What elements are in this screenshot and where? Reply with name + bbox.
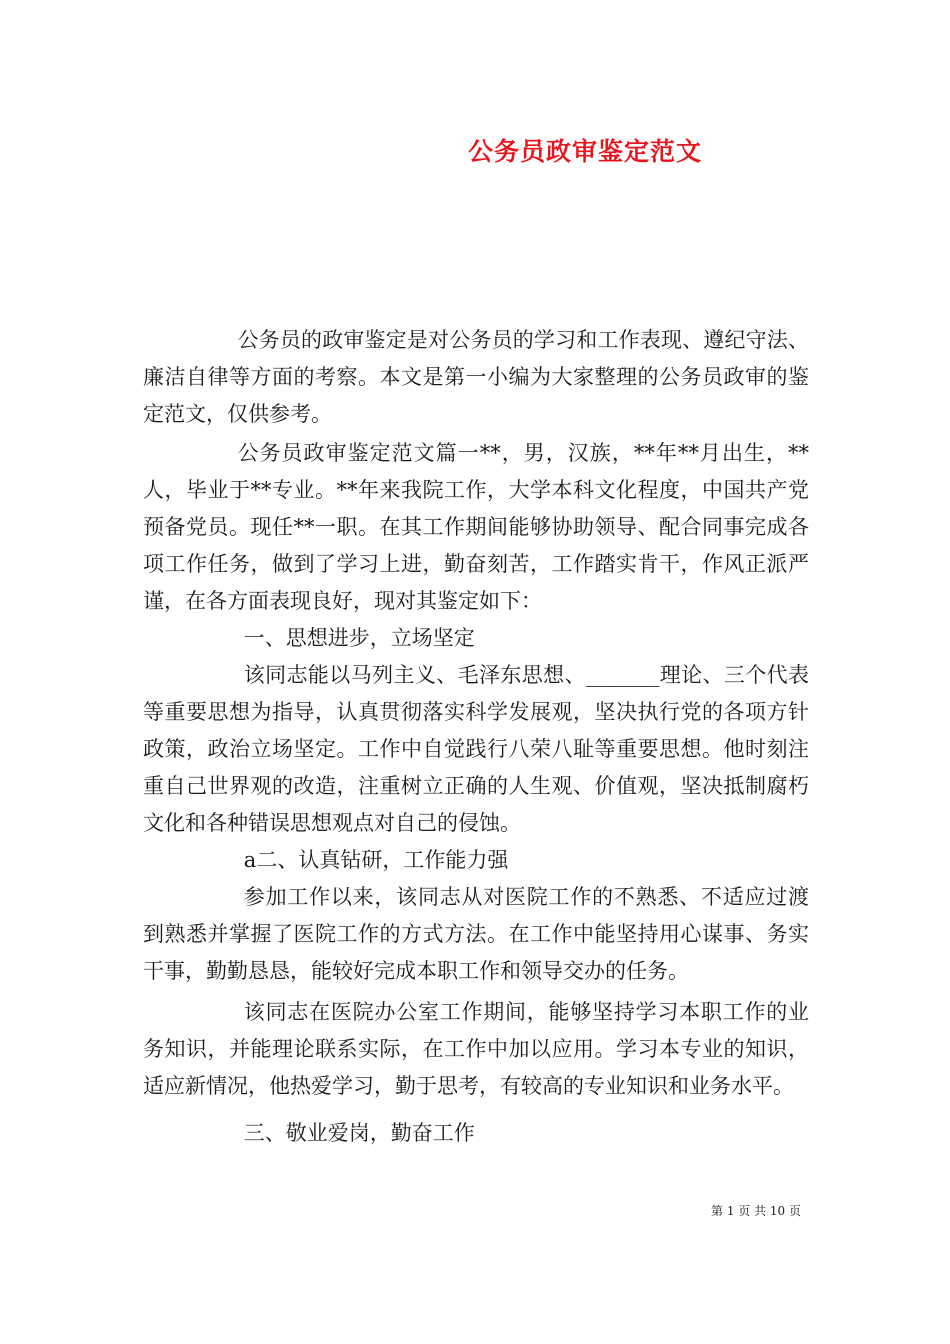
paragraph-intro: 公务员的政审鉴定是对公务员的学习和工作表现、遵纪守法、廉洁自律等方面的考察。本文是第一小编为大家整理的公务员政审的鉴定范文，仅供参考。 bbox=[143, 328, 809, 426]
paragraph-section-1: 该同志能以马列主义、毛泽东思想、_______理论、三个代表等重要思想为指导，认真贯彻落实科学发展观，坚决执行党的各项方针政策，政治立场坚定。工作中自觉践行八荣八耻等重要思想。他时刻注重自己世界观的改造，注重树立正确的人生观、价值观，坚决抵制腐朽文化和各种错误思想观点对自己的侵蚀。 bbox=[143, 663, 809, 835]
paragraph-sample-one: 公务员政审鉴定范文篇一**，男，汉族，**年**月出生，**人，毕业于**专业。**年来我院工作，大学本科文化程度，中国共产党预备党员。现任**一职。在其工作期间能够协助领导、配合同事完成各项工作任务，做到了学习上进，勤奋刻苦，工作踏实肯干，作风正派严谨，在各方面表现良好，现对其鉴定如下： bbox=[143, 441, 809, 613]
section-heading-2: a二、认真钻研，工作能力强 bbox=[243, 848, 509, 872]
section-heading-3: 三、敬业爱岗，勤奋工作 bbox=[243, 1121, 475, 1145]
paragraph-section-2a: 参加工作以来，该同志从对医院工作的不熟悉、不适应过渡到熟悉并掌握了医院工作的方式方法。在工作中能坚持用心谋事、务实干事，勤勤恳恳，能较好完成本职工作和领导交办的任务。 bbox=[143, 885, 809, 983]
document-title: 公务员政审鉴定范文 bbox=[467, 137, 702, 166]
page-number-footer: 第 1 页 共 10 页 bbox=[711, 1204, 801, 1218]
document-body bbox=[143, 322, 809, 1152]
section-heading-1: 一、思想进步，立场坚定 bbox=[243, 626, 475, 650]
paragraph-section-2b: 该同志在医院办公室工作期间，能够坚持学习本职工作的业务知识，并能理论联系实际，在工作中加以应用。学习本专业的知识，适应新情况，他热爱学习，勤于思考，有较高的专业知识和业务水平。 bbox=[143, 1000, 809, 1098]
